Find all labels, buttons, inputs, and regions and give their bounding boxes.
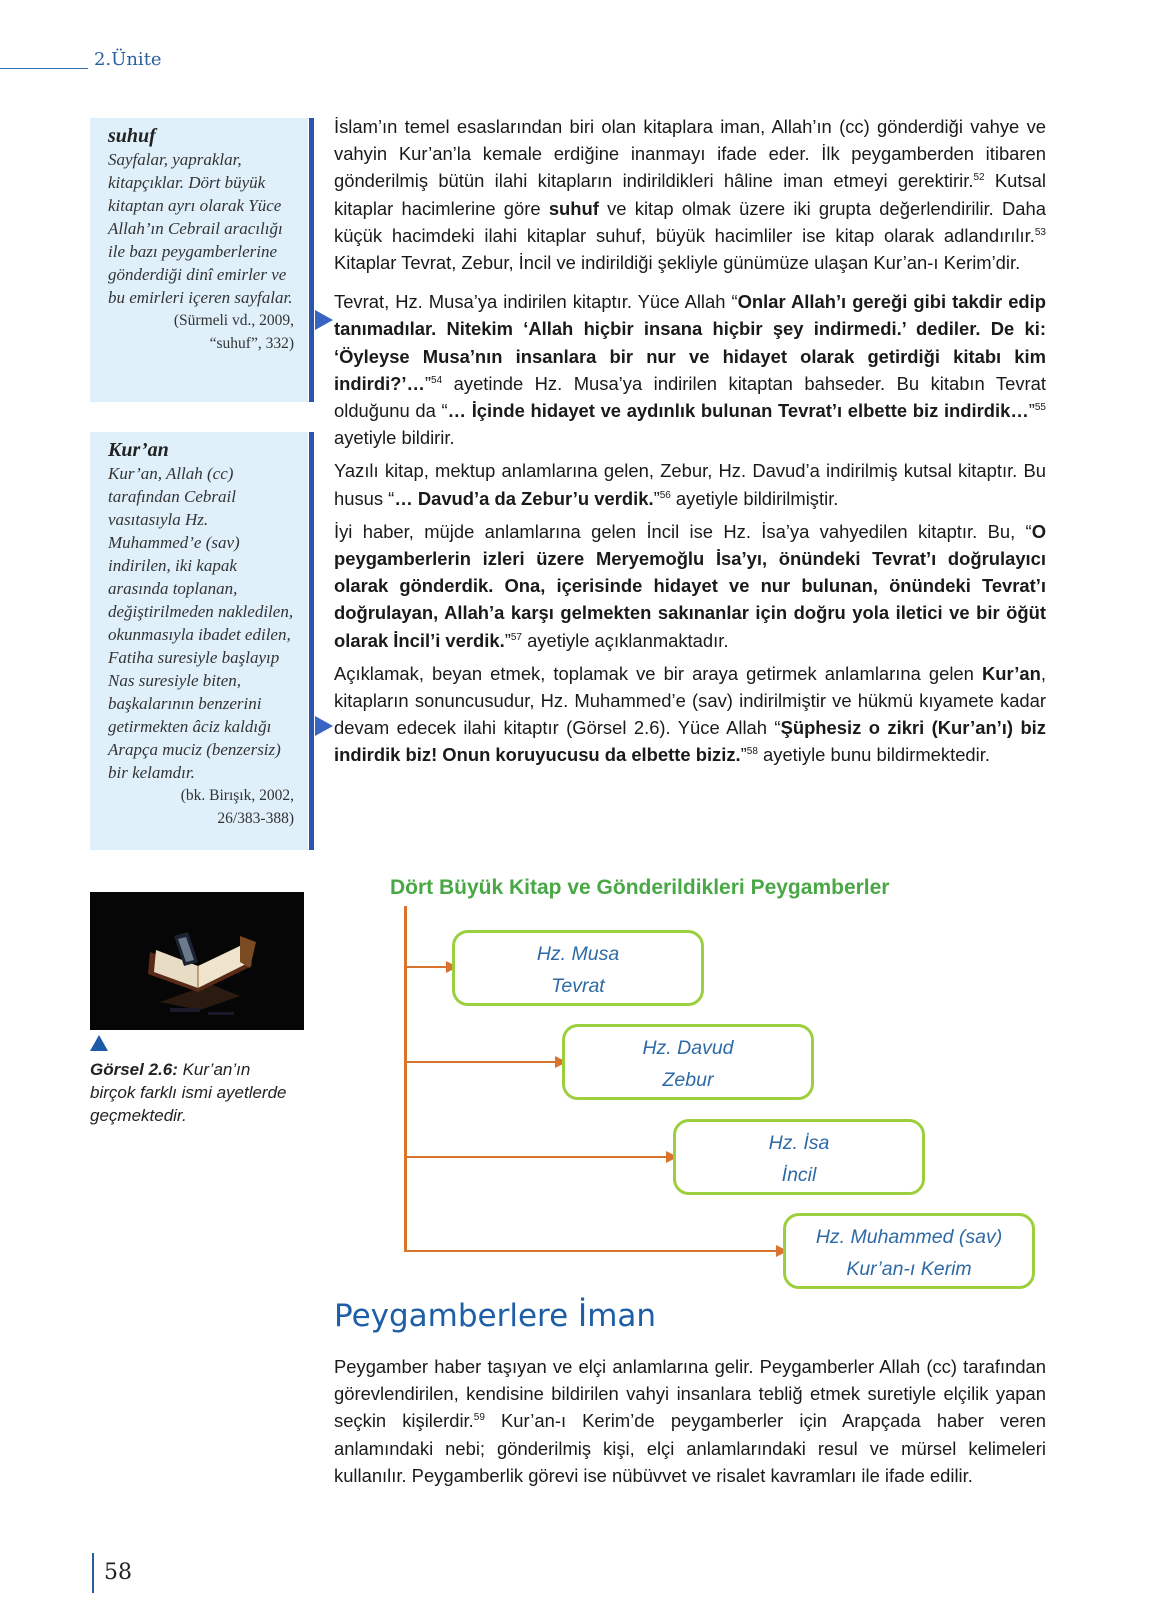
quran-photo [90,892,304,1030]
open-book-illustration [90,892,304,1030]
paragraph-tevrat: Tevrat, Hz. Musa’ya indirilen kitaptır. Yüce Allah “Onlar Allah’ı gereği gibi takdir edip tanımadılar. Nitekim ‘Allah hiçbir insana hiçbir şey indirmedi.’ dediler. De ki: ‘Öyleyse Musa’nın insanlara bir nur ve hidayet olarak getirdiği kitabı kim indirdi?’…”$^{54}$ ayetinde Hz. Musa’ya indirilen kitaptan bahseder. Bu kitabın Tevrat olduğunu da “… İçinde hidayet ve aydınlık bulunan Tevrat’ı elbette biz indirdik…”$^{55}$ ayetiyle bildirir. [334,291,1046,449]
pointer-arrow-icon [315,716,333,736]
paragraph-zebur: Yazılı kitap, mektup anlamlarına gelen, Zebur, Hz. Davud’a indirilmiş kutsal kitaptır. Bu husus “… Davud’a da Zebur’u verdik.”$^{56}$ ayetiyle bildirilmiştir. [334,460,1046,509]
glossary-definition: Kur’an, Allah (cc) tarafından Cebrail vasıtasıyla Hz. Muhammed’e (sav) indirilen, iki kapak arasında toplanan, değiştirilmeden nakledilen, okunmasıyla ibadet edilen, Fatiha suresiyle başlayıp Nas suresiyle biten, başkalarının benzerini getirmekten âciz kaldığı Arapça muciz (benzersiz) bir kelamdır. [108,464,294,782]
diagram-title: Dört Büyük Kitap ve Gönderildikleri Peygamberler [390,876,890,899]
page-number-rule [92,1553,94,1593]
unit-label: 2.Ünite [94,49,162,70]
source-line: 26/383-388) [217,810,294,827]
diagram-box-musa [452,930,704,1006]
figure-caption: Görsel 2.6: Kur’an’ın birçok farklı ismi ayetlerde geçmektedir. [90,1060,287,1125]
diagram-box-davud [562,1024,814,1100]
book-name: Tevrat [551,975,605,997]
diagram-box-isa [673,1119,925,1195]
page-number: 58 [104,1560,132,1585]
diagram-branch-line [404,1250,778,1252]
paragraph-kuran: Açıklamak, beyan etmek, toplamak ve bir araya getirmek anlamlarına gelen Kur’an, kitapların sonuncusudur, Hz. Muhammed’e (sav) indirilmiştir ve hükmü kıyamete kadar devam edecek ilahi kitaptır (Görsel 2.6). Yüce Allah “Şüphesiz o zikri (Kur’an’ı) biz indirdik biz! Onun koruyucusu da elbette biziz.”$^{58}$ ayetiyle bunu bildirmektedir. [334,662,1046,766]
section-title: Peygamberlere İman [334,1298,657,1334]
diagram-trunk-line [404,906,407,1250]
book-name: Kur’an-ı Kerim [846,1258,972,1280]
section-text [334,1353,1046,1489]
prophet-name: Hz. Muhammed (sav) [815,1226,1003,1248]
paragraph-kitaplara-iman: İslam’ın temel esaslarından biri olan kitaplara iman, Allah’ın (cc) gönderdiği vahye ve vahyin Kur’an’la kemale erdiğine inanmayı ifade eder. İlk peygamberden itibaren gönderilmiş bütün ilahi kitapların indirildikleri hâline iman etmeyi gerektirir.$^{52}$ Kutsal kitaplar hacimlerine göre suhuf ve kitap olmak üzere iki grupta değerlendirilir. Daha küçük hacimdeki ilahi kitaplar suhuf, büyük hacimliler ise kitap olarak adlandırılır.$^{53}$ Kitaplar Tevrat, Zebur, İncil ve indirildiği şekliyle günümüze ulaşan Kur’an-ı Kerim’dir. [334,116,1046,274]
glossary-box-suhuf [90,118,308,402]
glossary-box-kuran [90,432,308,850]
book-name: İncil [781,1164,817,1186]
book-name: Zebur [662,1069,714,1091]
glossary-term: Kur’an [108,439,169,461]
diagram-branch-line [404,1156,668,1158]
main-text [334,113,1046,769]
header-rule [0,68,88,69]
prophet-name: Hz. Davud [642,1037,734,1059]
paragraph-incil: İyi haber, müjde anlamlarına gelen İncil ise Hz. İsa’ya vahyedilen kitaptır. Bu, “O peygamberlerin izleri üzere Meryemoğlu İsa’yı, önündeki Tevrat’ı doğrulayıcı olarak gönderdik. Ona, içerisinde hidayet ve nur bulunan, önündeki Tevrat’ı doğrulayan, Allah’a karşı gelmekten sakınanlar için doğru yola iletici ve bir öğüt olarak İncil’i verdik.”$^{57}$ ayetiyle açıklanmaktadır. [334,520,1046,651]
source-line: (bk. Birışık, 2002, [180,787,294,804]
prophet-name: Hz. Musa [536,943,620,965]
diagram-branch-line [404,966,448,968]
source-line: (Sürmeli vd., 2009, [173,312,294,329]
box-accent-bar [309,118,314,402]
paragraph-peygamberlere-iman: Peygamber haber taşıyan ve elçi anlamlarına gelir. Peygamberler Allah (cc) tarafından görevlendirilen, kendisine bildirilen vahyi insanlara tebliğ etmek suretiyle elçilik yapan seçkin kişilerdir.$^{59}$ Kur’an-ı Kerim’de peygamberler için Arapçada haber veren anlamındaki nebi; gönderilmiş kişi, elçi anlamlarındaki resul ve mürsel kelimeleri kullanılır. Peygamberlik görevi ise nübüvvet ve risalet kavramları ile ifade edilir. [334,1356,1046,1486]
glossary-source [90,784,308,830]
caption-marker-icon [90,1035,108,1051]
source-line: “suhuf”, 332) [209,335,294,352]
pointer-arrow-icon [315,310,333,330]
glossary-term: suhuf [108,125,156,147]
diagram-branch-line [404,1061,557,1063]
diagram-box-muhammed [783,1213,1035,1289]
box-accent-bar [309,432,314,850]
glossary-definition: Sayfalar, yapraklar, kitapçıklar. Dört büyük kitaptan ayrı olarak Yüce Allah’ın Cebrail aracılığı ile bazı peygamberlerine gönderdiği dinî emirler ve bu emirleri içeren sayfalar. [108,150,293,307]
glossary-source [90,309,308,355]
prophet-name: Hz. İsa [768,1132,830,1154]
